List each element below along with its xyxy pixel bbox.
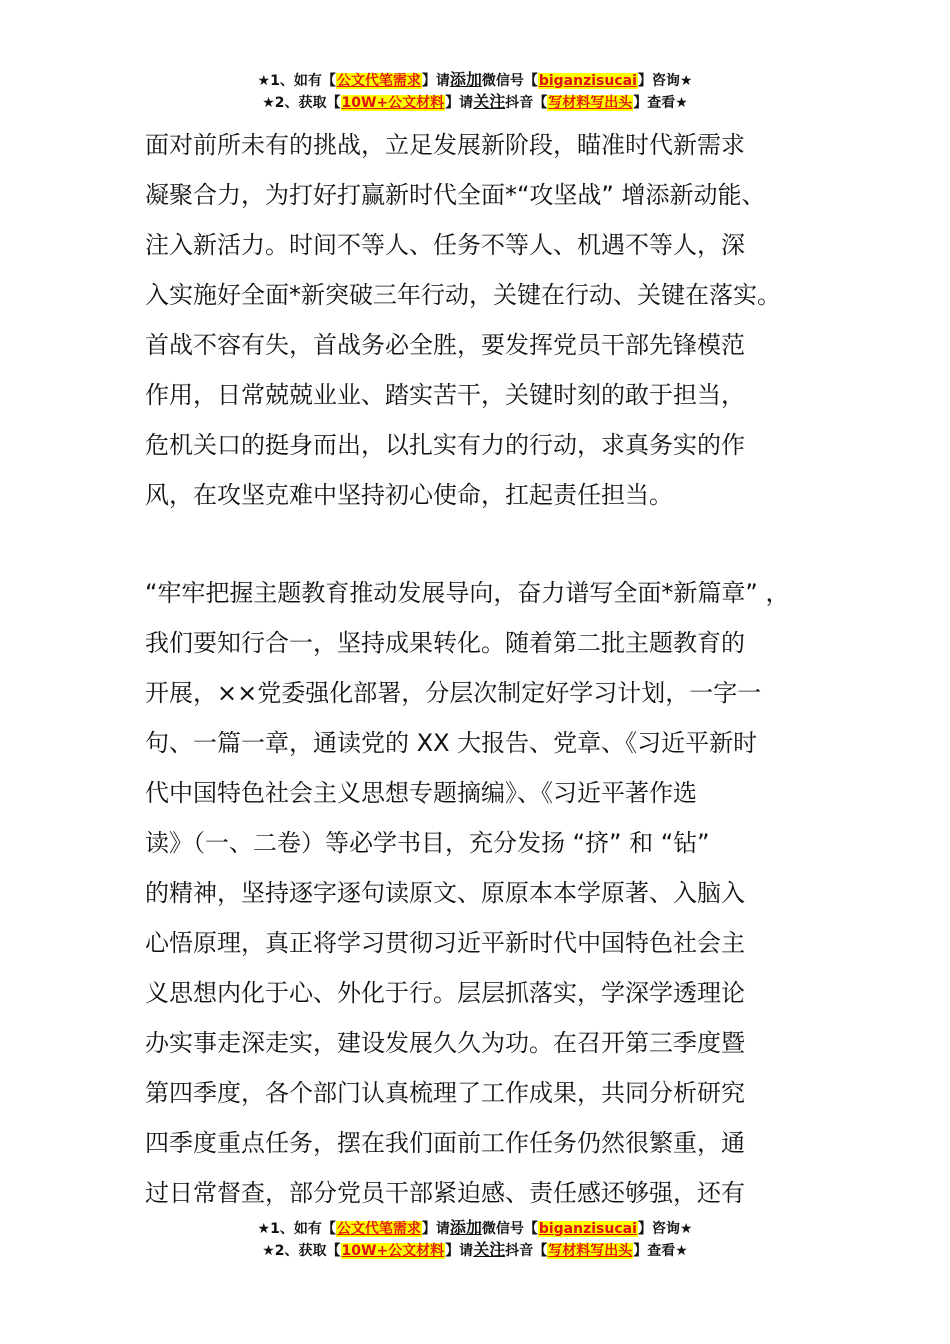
text-line: 开展，××党委强化部署，分层次制定好学习计划，一字一 xyxy=(145,679,762,707)
promo-line-2 xyxy=(0,1239,950,1261)
text-line: 的精神，坚持逐字逐句读原文、原原本本学原著、入脑入 xyxy=(145,879,745,907)
promo-text: ★1、如有【 xyxy=(257,73,336,89)
text-line: 过日常督查，部分党员干部紧迫感、责任感还够强，还有 xyxy=(145,1179,745,1207)
promo-line-2 xyxy=(0,91,950,113)
promo-underlined: 添加 xyxy=(449,70,482,89)
text-line: 第四季度，各个部门认真梳理了工作成果，共同分析研究 xyxy=(145,1079,745,1107)
promo-highlight-douyin-id: 写材料写出头 xyxy=(548,95,633,111)
text-line: 句、一篇一章，通读党的 XX 大报告、党章、《习近平新时 xyxy=(145,729,758,757)
footer-promo-banner xyxy=(0,1217,950,1261)
text-line: 风，在攻坚克难中坚持初心使命，扛起责任担当。 xyxy=(145,481,673,509)
promo-underlined: 添加 xyxy=(449,1218,482,1237)
header-promo-banner xyxy=(0,69,950,113)
promo-text: 】请 xyxy=(445,1243,474,1259)
promo-highlight-douyin-id: 写材料写出头 xyxy=(548,1243,633,1259)
promo-text: 抖音【 xyxy=(505,95,548,111)
text-line: 首战不容有失，首战务必全胜，要发挥党员干部先锋模范 xyxy=(145,331,745,359)
text-line: 入实施好全面*新突破三年行动，关键在行动、关键在落实。 xyxy=(145,281,781,309)
promo-highlight-wechat-id: biganzisucai xyxy=(538,73,637,89)
promo-highlight-service: 公文代笔需求 xyxy=(336,1221,421,1237)
promo-highlight-wechat-id: biganzisucai xyxy=(538,1221,637,1237)
promo-text: ★1、如有【 xyxy=(257,1221,336,1237)
promo-text: 】请 xyxy=(421,73,450,89)
text-line: 四季度重点任务，摆在我们面前工作任务仍然很繁重，通 xyxy=(145,1129,745,1157)
promo-highlight-service: 公文代笔需求 xyxy=(336,73,421,89)
text-line: “牢牢把握主题教育推动发展导向，奋力谱写全面*新篇章” ， xyxy=(145,579,790,607)
promo-underlined: 关注 xyxy=(473,1240,506,1259)
text-line: 危机关口的挺身而出，以扎实有力的行动，求真务实的作 xyxy=(145,431,745,459)
promo-highlight-materials: 10W+公文材料 xyxy=(341,1243,445,1259)
body-paragraph-2 xyxy=(145,568,835,1218)
text-line: 我们要知行合一，坚持成果转化。随着第二批主题教育的 xyxy=(145,629,745,657)
promo-text: 微信号【 xyxy=(481,1221,538,1237)
text-line: 义思想内化于心、外化于行。层层抓落实，学深学透理论 xyxy=(145,979,745,1007)
text-line: 凝聚合力，为打好打赢新时代全面*“攻坚战” 增添新动能、 xyxy=(145,181,766,209)
promo-highlight-materials: 10W+公文材料 xyxy=(341,95,445,111)
promo-text: 】咨询★ xyxy=(637,1221,693,1237)
promo-text: 微信号【 xyxy=(481,73,538,89)
text-line: 面对前所未有的挑战，立足发展新阶段，瞄准时代新需求 xyxy=(145,131,745,159)
text-line: 作用，日常兢兢业业、踏实苦干，关键时刻的敢于担当， xyxy=(145,381,745,409)
promo-text: 】咨询★ xyxy=(637,73,693,89)
promo-text: 】请 xyxy=(445,95,474,111)
promo-text: 】查看★ xyxy=(633,1243,688,1259)
text-line: 心悟原理，真正将学习贯彻习近平新时代中国特色社会主 xyxy=(145,929,745,957)
promo-text: ★2、获取【 xyxy=(262,95,341,111)
promo-line-1 xyxy=(0,1217,950,1239)
promo-text: ★2、获取【 xyxy=(262,1243,341,1259)
text-line: 办实事走深走实，建设发展久久为功。在召开第三季度暨 xyxy=(145,1029,745,1057)
text-line: 注入新活力。时间不等人、任务不等人、机遇不等人，深 xyxy=(145,231,745,259)
body-paragraph-1 xyxy=(145,120,835,520)
promo-text: 】查看★ xyxy=(633,95,688,111)
text-line: 读》（一、二卷）等必学书目，充分发扬 “挤” 和 “钻” xyxy=(145,829,710,857)
promo-line-1 xyxy=(0,69,950,91)
promo-text: 抖音【 xyxy=(505,1243,548,1259)
promo-text: 】请 xyxy=(421,1221,450,1237)
promo-underlined: 关注 xyxy=(473,92,506,111)
text-line: 代中国特色社会主义思想专题摘编》、《习近平著作选 xyxy=(145,779,697,807)
